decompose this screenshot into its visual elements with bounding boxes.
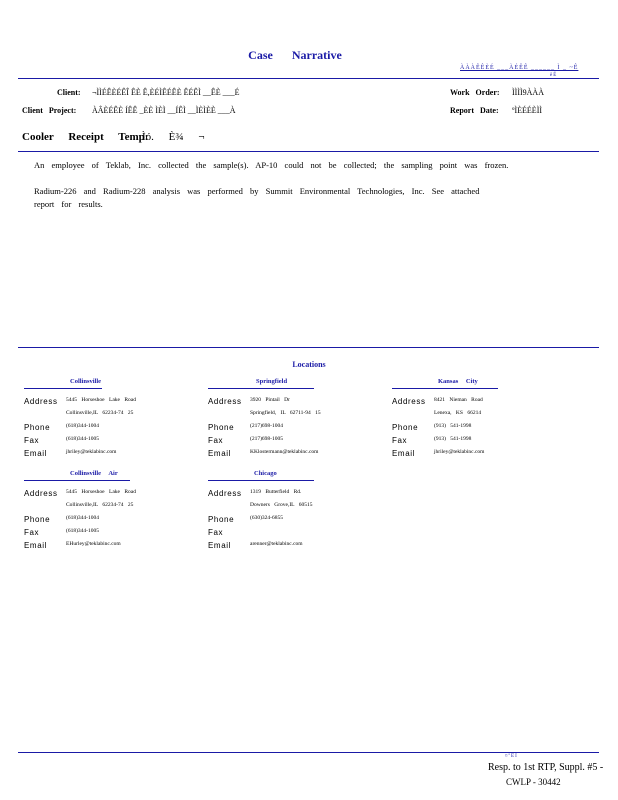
address-line-1: 5445 Horseshoe Lake Road [66,489,136,495]
address-line-1: 3920 Pintail Dr [250,397,290,403]
site-name: Collinsville Air [70,470,118,477]
page-title: Case Narrative [248,48,342,62]
narrative-line-2: Radium-226 and Radium-228 analysis was performed by Summit Environmental Technologies, Inc. See attached [34,186,480,196]
address-line-1: 5445 Horseshoe Lake Road [66,397,136,403]
site-name: Chicago [254,470,277,477]
phone-value: (630)324-6855 [250,515,283,521]
email-value: EHurley@teklabinc.com [66,541,121,547]
phone-value: (217)698-1004 [250,423,283,429]
address-label: Address [208,489,242,498]
address-label: Address [392,397,426,406]
client-label: Client: [57,88,81,97]
site-underline [24,388,102,389]
header-rule [18,78,599,79]
phone-label: Phone [208,515,235,524]
header-mark-sub: êÉ [550,73,558,78]
report-date-value: ºÌÈÉÉÈÌÌ [512,106,543,115]
client-project-value: ÀÂÈÉÊÈ ÍÊÊ _ÈÈ ÌÈÌ __ÍÊÌ __ÌÈÌÈÈ ___À [92,106,236,115]
fax-value: (913) 541-1998 [434,436,472,442]
site-name: Springfield [256,378,288,385]
footer-line-2: CWLP - 30442 [506,777,561,787]
work-order-label: Work Order: [450,88,500,97]
address-label: Address [24,397,58,406]
footer-mark: ¤ºÊÌ [505,754,518,759]
phone-label: Phone [24,515,51,524]
address-line-2: Collinsville,IL 62234-74 25 [66,502,134,508]
email-label: Email [24,541,48,550]
address-line-1: 8421 Nieman Road [434,397,483,403]
address-label: Address [208,397,242,406]
phone-value: (618)344-1004 [66,515,99,521]
fax-label: Fax [208,436,224,445]
cooler-rule [18,151,599,152]
location-kansas-city [392,378,567,458]
address-line-2: Collinsville,IL 62234-74 25 [66,410,134,416]
email-label: Email [208,449,232,458]
location-chicago [208,470,383,550]
phone-label: Phone [208,423,235,432]
cooler-receipt-label: Cooler Receipt Temp: [22,131,149,143]
phone-label: Phone [24,423,51,432]
address-label: Address [24,489,58,498]
email-value: KKlostermann@teklabinc.com [250,449,319,455]
fax-value: (217)698-1005 [250,436,283,442]
address-line-2: Lenexa, KS 66214 [434,410,482,416]
site-name: Collinsville [70,378,102,385]
client-value: ¬ÌÌÉÊÈÉÊÎ ÊÈ Ê,ÈÉÌÊÉÊÈ ÊÉÊÌ __ÊÈ ___É [92,88,240,97]
fax-label: Fax [392,436,408,445]
fax-label: Fax [24,528,40,537]
locations-rule [18,347,599,348]
narrative-line-1: An employee of Teklab, Inc. collected the sample(s). AP-10 could not be collected; the sampling point was frozen. [34,160,509,170]
cooler-receipt-value: Ìó. È¾ ¬ [142,131,205,143]
phone-label: Phone [392,423,419,432]
email-value: jhriley@teklabinc.com [66,449,117,455]
header-mark: ÀÀÀÊÊÈÉ ___ÀÉÊÊ ______ Ì _ ~Ê [460,65,579,71]
address-line-2: Downers Grove,IL 60515 [250,502,313,508]
fax-label: Fax [208,528,224,537]
address-line-1: 1319 Butterfield Rd. [250,489,302,495]
site-underline [392,388,498,389]
fax-value: (618)344-1005 [66,528,99,534]
location-springfield [208,378,383,458]
location-collinsville-air [24,470,199,550]
location-collinsville [24,378,199,458]
report-date-label: Report Date: [450,106,499,115]
client-project-label: Client Project: [22,106,77,115]
phone-value: (618)344-1004 [66,423,99,429]
email-label: Email [208,541,232,550]
footer-rule [18,752,599,753]
email-label: Email [24,449,48,458]
locations-title: Locations [292,360,326,369]
narrative-line-3: report for results. [34,199,103,209]
site-underline [24,480,130,481]
address-line-2: Springfield, IL 62711-94 15 [250,410,321,416]
email-value: jhriley@teklabinc.com [434,449,485,455]
work-order-value: ÌÌÌÌ9ÀÀÀ [512,88,544,97]
site-name: Kansas City [438,378,478,385]
site-underline [208,388,314,389]
fax-label: Fax [24,436,40,445]
fax-value: (618)344-1005 [66,436,99,442]
site-underline [208,480,314,481]
email-value: arenner@teklabinc.com [250,541,303,547]
phone-value: (913) 541-1998 [434,423,472,429]
email-label: Email [392,449,416,458]
footer-line-1: Resp. to 1st RTP, Suppl. #5 - [488,762,604,773]
